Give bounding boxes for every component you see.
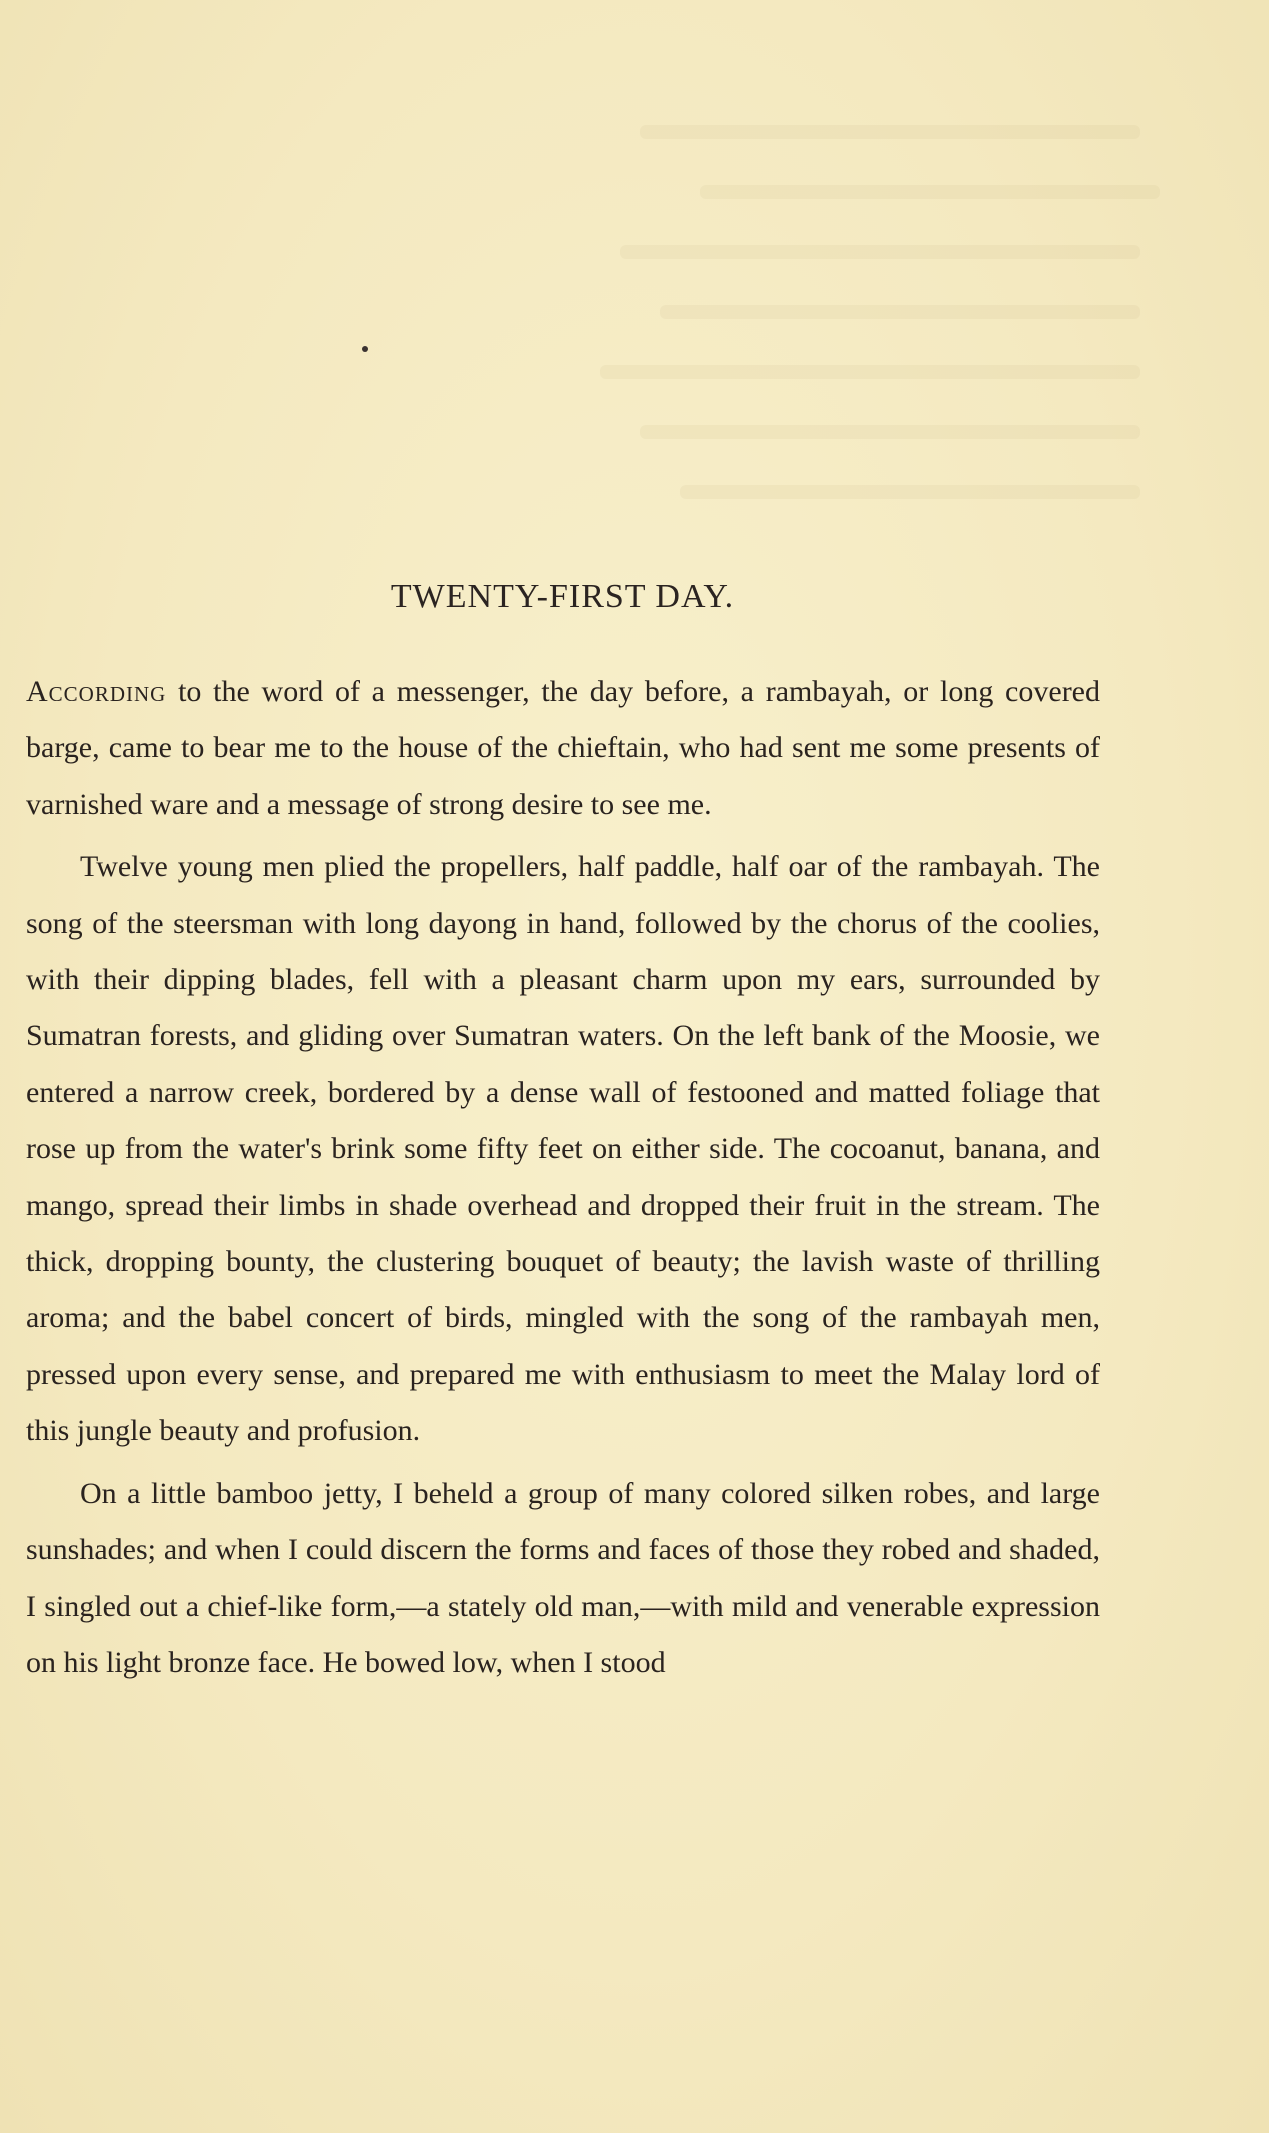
paragraph-lead-word: According xyxy=(26,675,167,708)
body-text xyxy=(26,664,1100,1697)
show-through-texture xyxy=(0,0,1269,560)
chapter-heading: TWENTY-FIRST DAY. xyxy=(390,578,735,615)
paragraph-1 xyxy=(26,664,1100,833)
ink-speck xyxy=(362,346,368,352)
paragraph-text: to the word of a messenger, the day before, a rambayah, or long covered barge, came to bear me to the house of the chieftain, who had sent me some presents of varnished ware and a message of strong desire to see me. xyxy=(26,675,1100,821)
paragraph-3: On a little bamboo jetty, I beheld a group of many colored silken robes, and large sunshades; and when I could discern the forms and faces of those they robed and shaded, I singled out a chief-like form,—a stately old man,—with mild and venerable expression on his light bronze face. He bowed low, when I stood xyxy=(26,1476,1100,1679)
paragraph-2: Twelve young men plied the propellers, half paddle, half oar of the rambayah. The song of the steersman with long dayong in hand, followed by the chorus of the coolies, with their dipping blades, fell with a pleasant charm upon my ears, surrounded by Sumatran forests, and gliding over Sumatran waters. On the left bank of the Moosie, we entered a narrow creek, bordered by a dense wall of festooned and matted foliage that rose up from the water's brink some fifty feet on either side. The cocoanut, banana, and mango, spread their limbs in shade overhead and dropped their fruit in the stream. The thick, dropping bounty, the clustering bouquet of beauty; the lavish waste of thrilling aroma; and the babel concert of birds, mingled with the song of the rambayah men, pressed upon every sense, and prepared me with enthusiasm to meet the Malay lord of this jungle beauty and profusion. xyxy=(26,850,1100,1448)
